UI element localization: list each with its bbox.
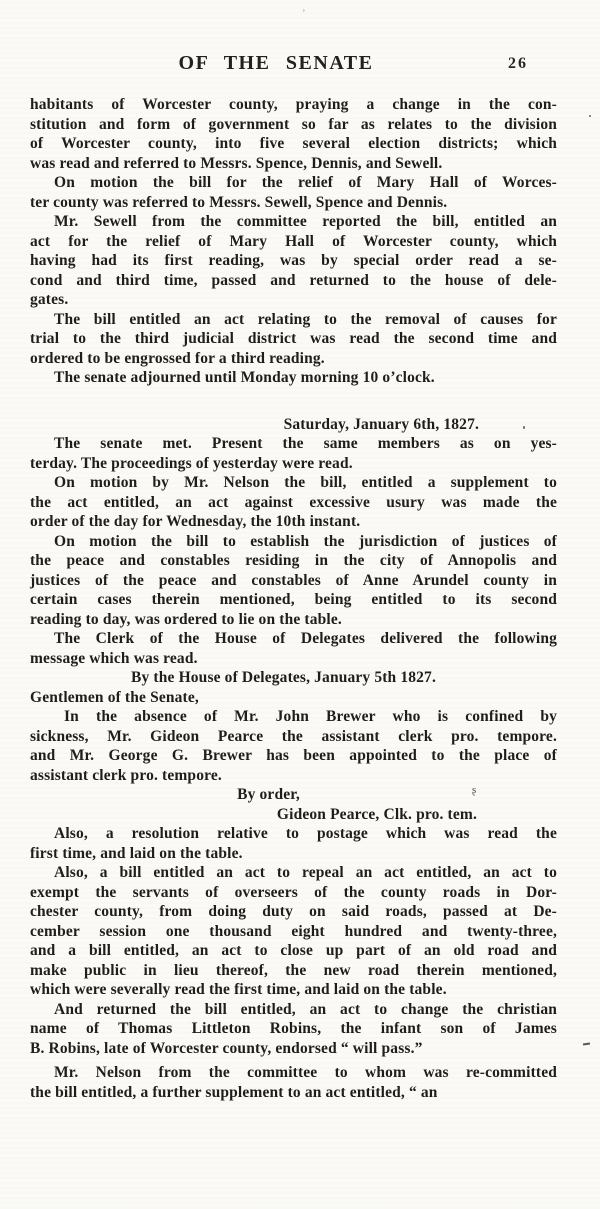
text-line: ordered to be engrossed for a third reading. xyxy=(30,349,325,367)
text-line: Saturday, January 6th, 1827. xyxy=(283,415,479,433)
text-line: was read and referred to Messrs. Spence, Dennis, and Sewell. xyxy=(30,154,443,172)
page-number: 26 xyxy=(508,55,528,72)
text-line: sickness, Mr. Gideon Pearce the assistant clerk pro. tempore. xyxy=(30,727,557,745)
text-line: message which was read. xyxy=(30,649,198,667)
text-line: terday. The proceedings of yesterday were read. xyxy=(30,454,353,472)
text-line: which were severally read the first time, and laid on the table. xyxy=(30,981,447,998)
page-title: OF THE SENATE xyxy=(178,52,374,74)
paragraph-sewell-report xyxy=(30,212,557,310)
paragraph-robins-name-change xyxy=(30,1000,557,1059)
text-line: And returned the bill entitled, an act to change the christian xyxy=(54,1000,557,1018)
text-line: trial to the third judicial district was read the second time and xyxy=(30,330,557,347)
paragraph-continuation xyxy=(30,95,557,173)
text-line: On motion the bill for the relief of Mary Hall of Worces- xyxy=(54,174,557,191)
text-line: ter county was referred to Messrs. Sewell, Spence and Dennis. xyxy=(30,193,448,211)
text-line: make public in lieu thereof, the new road therein mentioned, xyxy=(30,961,557,979)
text-column xyxy=(30,95,557,1102)
text-line: the peace and constables residing in the city of Annopolis and xyxy=(30,552,557,569)
paragraph-postage-resolution xyxy=(30,824,557,863)
by-house-line xyxy=(30,668,557,688)
text-line: order of the day for Wednesday, the 10th instant. xyxy=(30,513,361,530)
scan-speck-top: ʾ xyxy=(302,8,306,20)
text-line: B. Robins, late of Worcester county, endorsed “ will pass.” xyxy=(30,1039,423,1057)
scan-speck-right-margin xyxy=(589,115,591,117)
by-order-line xyxy=(30,785,557,805)
text-line: On motion by Mr. Nelson the bill, entitled a supplement to xyxy=(54,474,557,491)
text-line: reading to day, was ordered to lie on the table. xyxy=(30,610,342,628)
text-line: habitants of Worcester county, praying a change in the con- xyxy=(30,96,557,113)
text-line: first time, and laid on the table. xyxy=(30,844,243,862)
text-line: stitution and form of government so far as relates to the division xyxy=(30,115,557,133)
text-line: Gideon Pearce, Clk. pro. tem. xyxy=(276,805,477,823)
text-line: act for the relief of Mary Hall of Worcester county, which xyxy=(30,232,557,250)
text-line: chester county, from doing duty on said roads, passed at De- xyxy=(30,903,557,920)
text-line: Also, a resolution relative to postage which was read the xyxy=(54,825,557,842)
text-line: assistant clerk pro. tempore. xyxy=(30,766,222,784)
text-line: and Mr. George G. Brewer has been appointed to the place of xyxy=(30,747,557,764)
paragraph-usury-bill xyxy=(30,473,557,532)
paragraph-justices-bill xyxy=(30,532,557,630)
signature-line xyxy=(30,805,557,825)
salutation-line xyxy=(30,688,557,708)
text-line: of Worcester county, into five several election districts; which xyxy=(30,135,557,152)
text-line: The senate adjourned until Monday morning 10 o’clock. xyxy=(54,369,435,386)
text-line: The Clerk of the House of Delegates delivered the following xyxy=(54,630,557,647)
text-line: The bill entitled an act relating to the removal of causes for xyxy=(54,310,557,328)
text-line: Gentlemen of the Senate, xyxy=(30,688,199,706)
text-line: cond and third time, passed and returned to the house of dele- xyxy=(30,271,557,289)
paragraph-dorchester-roads xyxy=(30,863,557,1000)
paragraph-clerk-message xyxy=(30,629,557,668)
text-line: and a bill entitled, an act to close up part of an old road and xyxy=(30,942,557,959)
text-line: Also, a bill entitled an act to repeal an act entitled, an act to xyxy=(54,864,557,881)
text-line: gates. xyxy=(30,291,69,308)
text-line: Mr. Sewell from the committee reported the bill, entitled an xyxy=(54,213,557,230)
text-line: name of Thomas Littleton Robins, the infant son of James xyxy=(30,1020,557,1037)
paragraph-brewer-absence xyxy=(30,707,557,785)
paragraph-nelson-recommitted xyxy=(30,1063,557,1102)
text-line: By order, xyxy=(237,786,300,803)
paragraph-adjournment xyxy=(30,368,557,388)
paragraph-removal-of-causes xyxy=(30,310,557,369)
text-line: Mr. Nelson from the committee to whom was re-committed xyxy=(54,1064,557,1081)
text-line: having had its first reading, was by special order read a se- xyxy=(30,252,557,269)
date-line xyxy=(30,415,557,435)
scan-dash-right xyxy=(583,1043,590,1046)
text-line: exempt the servants of overseers of the county roads in Dor- xyxy=(30,883,557,901)
text-line: By the House of Delegates, January 5th 1827. xyxy=(131,669,436,686)
text-line: the act entitled, an act against excessive usury was made the xyxy=(30,493,557,511)
text-line: On motion the bill to establish the jurisdiction of justices of xyxy=(54,532,557,550)
text-line: cember session one thousand eight hundred and twenty-three, xyxy=(30,922,557,940)
text-line: the bill entitled, a further supplement to an act entitled, “ an xyxy=(30,1083,438,1101)
text-line: In the absence of Mr. John Brewer who is confined by xyxy=(64,708,557,725)
paragraph-mary-hall-referral xyxy=(30,173,557,212)
scan-squiggle: ʂ xyxy=(472,784,477,796)
text-line: certain cases therein mentioned, being entitled to its second xyxy=(30,591,557,608)
text-line: justices of the peace and constables of Anne Arundel county in xyxy=(30,571,557,589)
text-line: The senate met. Present the same members as on yes- xyxy=(54,435,557,452)
paragraph-senate-met xyxy=(30,434,557,473)
page-header xyxy=(0,52,600,76)
